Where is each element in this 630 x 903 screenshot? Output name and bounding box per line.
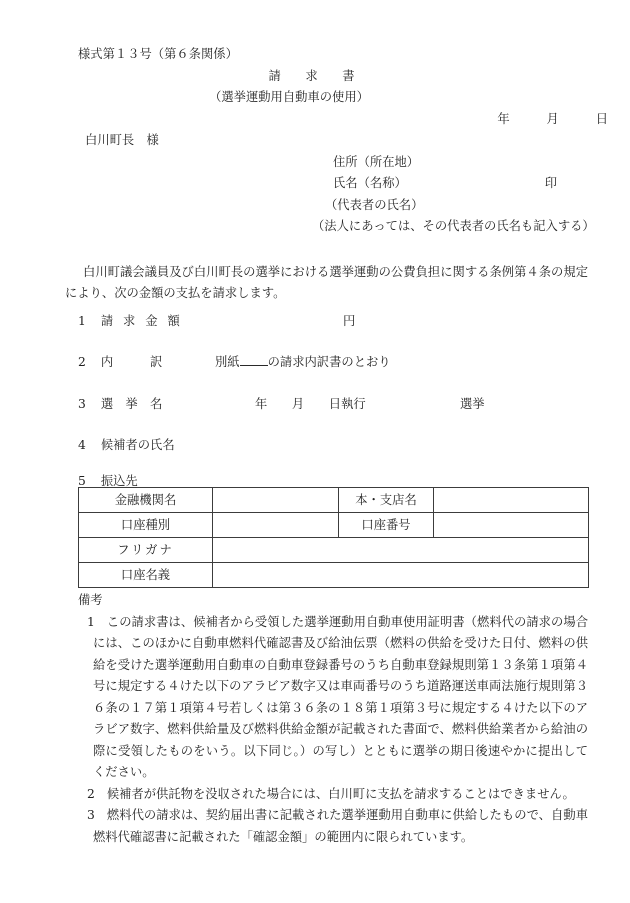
document-subtitle: （選挙運動用自動車の使用） xyxy=(209,90,369,104)
attachment-prefix: 別紙 xyxy=(215,355,240,369)
name-row xyxy=(333,173,557,195)
item-transfer-destination xyxy=(65,471,588,493)
account-holder-label-cell: 口座名義 xyxy=(79,563,213,588)
note-number: 2 xyxy=(87,786,95,801)
item-election-name xyxy=(65,394,588,416)
item-number: 3 xyxy=(78,396,86,411)
table-row xyxy=(79,563,589,588)
account-type-value-cell xyxy=(213,513,339,538)
account-type-label-cell: 口座種別 xyxy=(79,513,213,538)
note-number: 3 xyxy=(87,808,95,822)
yen-label: 円 xyxy=(343,313,356,328)
item-number: 2 xyxy=(78,355,86,369)
representative-label: （代表者の氏名） xyxy=(325,197,424,212)
address-label: 住所（所在地） xyxy=(333,154,420,169)
transfer-table xyxy=(78,487,589,588)
breakdown-suffix: の請求内訳書のとおり xyxy=(267,355,391,369)
election-suffix: 選挙 xyxy=(460,396,485,411)
applicant-block xyxy=(312,152,595,238)
remark-note-3 xyxy=(65,805,588,848)
item-breakdown xyxy=(65,352,588,374)
note-text: 候補者が供託物を没収された場合には、白川町に支払を請求することはできません。 xyxy=(106,786,575,801)
item-label: 内 訳 xyxy=(100,355,163,369)
furigana-label-cell: フリガナ xyxy=(79,538,213,563)
document-title: 請 求 書 xyxy=(268,68,355,83)
branch-label-cell: 本・支店名 xyxy=(339,488,434,513)
item-label: 候補者の氏名 xyxy=(100,438,175,452)
item-candidate-name xyxy=(65,435,588,457)
furigana-value-cell xyxy=(213,538,589,563)
remark-note-1 xyxy=(65,612,588,784)
breakdown-text xyxy=(215,352,391,374)
note-text: 燃料代の請求は、契約届出書に記載された選挙運動用自動車に供給したもので、自動車燃料代確認書に記載された「確認金額」の範囲内に限られています。 xyxy=(93,808,588,844)
remark-note-2 xyxy=(65,784,588,806)
form-number: 様式第１３号（第６条関係） xyxy=(78,47,238,61)
account-number-value-cell xyxy=(434,513,589,538)
seal-mark: 印 xyxy=(544,176,557,190)
item-label: 振込先 xyxy=(100,473,138,488)
note-text: この請求書は、候補者から受領した選挙運動用自動車使用証明書（燃料代の請求の場合には、このほかに自動車燃料代確認書及び給油伝票（燃料の供給を受けた日付、燃料の供給を受けた選挙運動用自動車の自動車登録番号のうち自動車登録規則第１３条第１項第４号に規定する４けた以下のアラビア数字又は車両番号のうち道路運送車両法施行規則第３６条の１７第１項第４号若しくは第３６条の１８第１項第３号に規定する４けた以下のアラビア数字、燃料供給量及び燃料供給金額が記載された書面で、燃料供給業者から給油の際に受領したものをいう。以下同じ。）の写し）とともに選挙の期日後速やかに提出してください。 xyxy=(93,614,588,779)
bank-name-label-cell: 金融機関名 xyxy=(79,488,213,513)
remarks-heading: 備考 xyxy=(78,593,103,607)
election-date-text: 年 月 日執行 xyxy=(255,396,366,411)
date-line: 年 月 日 xyxy=(497,111,608,126)
item-label: 請 求 金 額 xyxy=(100,313,183,328)
attachment-number-blank xyxy=(240,353,268,366)
account-holder-value-cell xyxy=(213,563,589,588)
table-row xyxy=(79,538,589,563)
item-number: 4 xyxy=(78,438,86,452)
note-number: 1 xyxy=(87,614,95,629)
item-number: 1 xyxy=(78,313,86,328)
account-number-label-cell: 口座番号 xyxy=(339,513,434,538)
item-claim-amount xyxy=(65,311,588,333)
name-label: 氏名（名称） xyxy=(333,176,407,190)
table-row xyxy=(79,513,589,538)
item-number: 5 xyxy=(78,473,86,488)
body-paragraph: 白川町議会議員及び白川町長の選挙における選挙運動の公費負担に関する条例第４条の規定により、次の金額の支払を請求します。 xyxy=(65,264,588,300)
addressee: 白川町長 様 xyxy=(85,133,159,147)
item-label: 選 挙 名 xyxy=(100,396,163,411)
corporation-note: （法人にあっては、その代表者の氏名も記入する） xyxy=(312,219,595,233)
